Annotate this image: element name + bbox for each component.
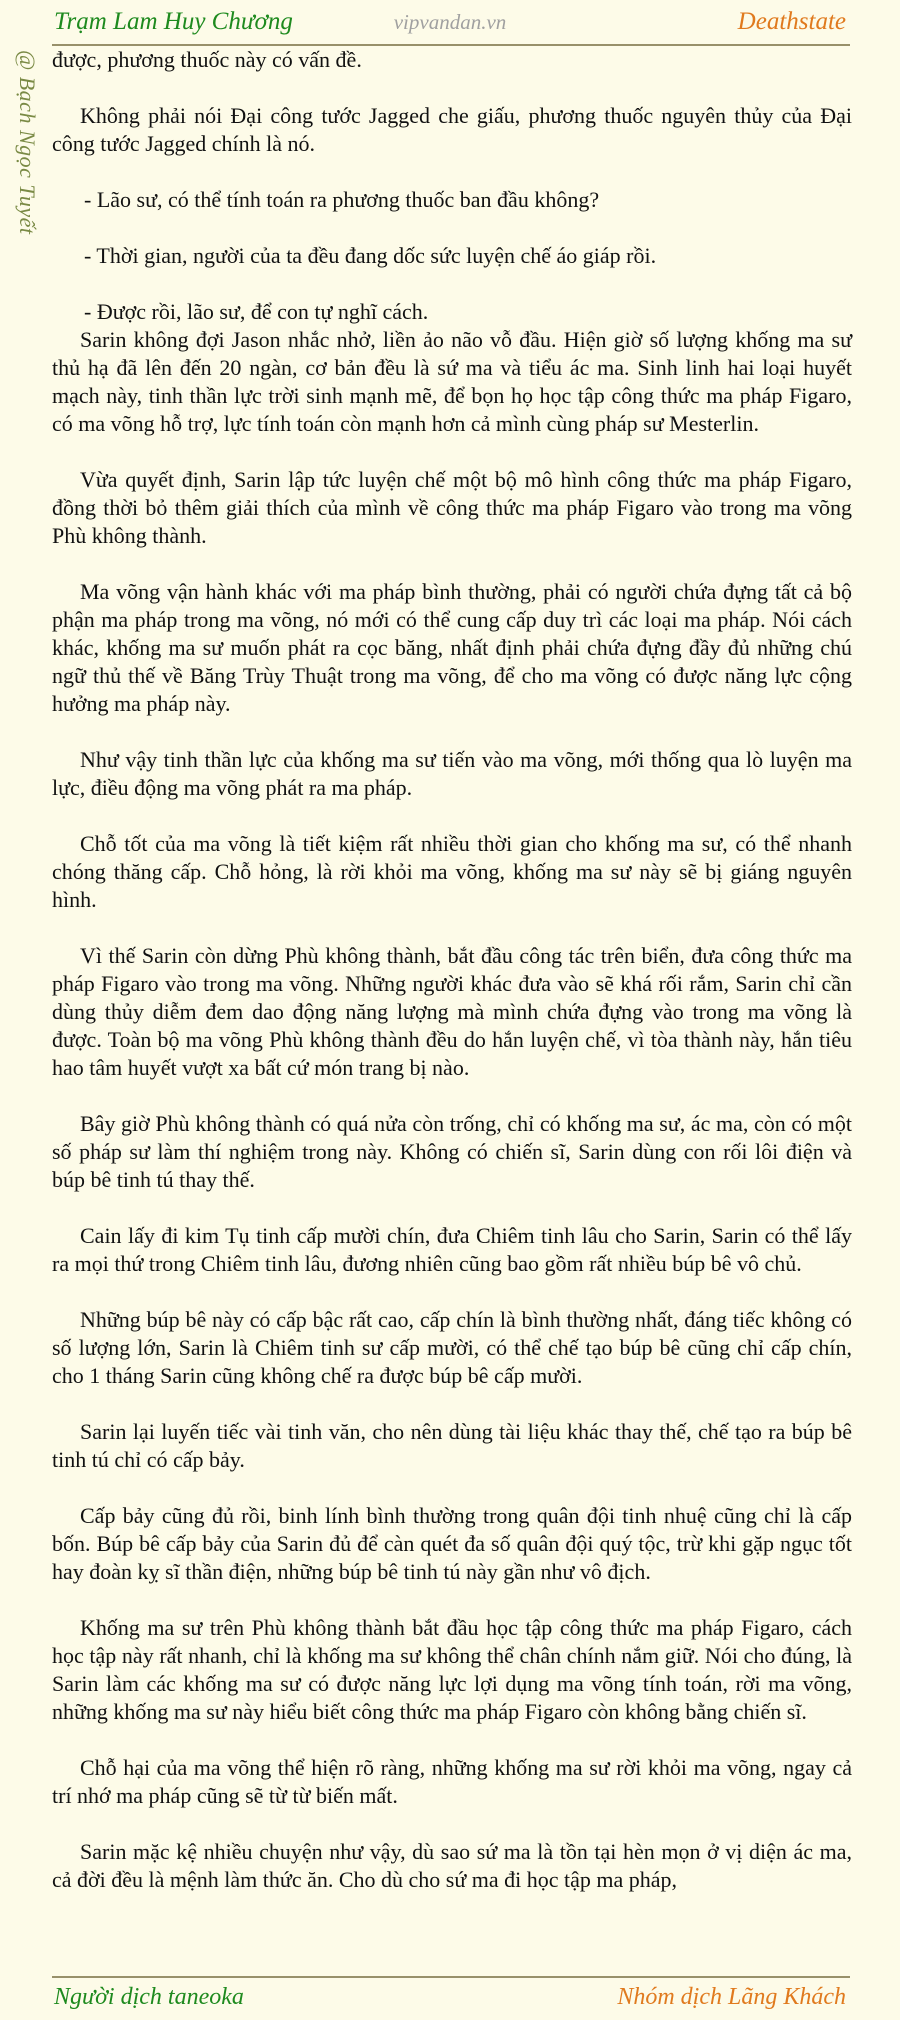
footer-group: Nhóm dịch Lãng Khách bbox=[617, 1984, 846, 2010]
paragraph: Ma võng vận hành khác với ma pháp bình thường, phải có người chứa đựng tất cả bộ phận ma pháp trong ma võng, nó mới có thể cung cấp duy trì các loại ma pháp. Nói cách khác, khống ma sư muốn phát ra cọc băng, nhất định phải chứa đựng đầy đủ những chú ngữ thủ thế về Băng Trùy Thuật trong ma võng, để cho ma võng có được năng lực cộng hưởng ma pháp này. bbox=[52, 579, 852, 716]
paragraph: Bây giờ Phù không thành có quá nửa còn trống, chỉ có khống ma sư, ác ma, còn có một số pháp sư làm thí nghiệm trong này. Không có chiến sĩ, Sarin dùng con rối lôi điện và búp bê tinh tú thay thế. bbox=[52, 1111, 852, 1192]
header-site-name: Trạm Lam Huy Chương bbox=[54, 8, 293, 35]
dialog-line: - Được rồi, lão sư, để con tự nghĩ cách. bbox=[84, 299, 429, 324]
paragraph: Chỗ hại của ma võng thể hiện rõ ràng, những khống ma sư rời khỏi ma võng, ngay cả trí nhớ ma pháp cũng sẽ từ từ biến mất. bbox=[52, 1755, 852, 1808]
dialog-line: - Lão sư, có thể tính toán ra phương thuốc ban đầu không? bbox=[84, 187, 600, 212]
paragraph: Như vậy tinh thần lực của khống ma sư tiến vào ma võng, mới thống qua lò luyện ma lực, điều động ma võng phát ra ma pháp. bbox=[52, 747, 852, 800]
paragraph: Cấp bảy cũng đủ rồi, binh lính bình thường trong quân đội tinh nhuệ cũng chỉ là cấp bốn. Búp bê cấp bảy của Sarin đủ để càn quét đa số quân đội quý tộc, trừ khi gặp ngục tốt hay đoàn kỵ sĩ thần điện, những búp bê tinh tú này gần như vô địch. bbox=[52, 1503, 852, 1584]
paragraph: Sarin lại luyến tiếc vài tinh văn, cho nên dùng tài liệu khác thay thế, chế tạo ra búp bê tinh tú chỉ có cấp bảy. bbox=[52, 1419, 852, 1472]
chapter-text bbox=[52, 46, 852, 1922]
side-credit: @ Bạch Ngọc Tuyết bbox=[15, 50, 40, 235]
paragraph: Sarin mặc kệ nhiều chuyện như vậy, dù sao sứ ma là tồn tại hèn mọn ở vị diện ác ma, cả đời đều là mệnh làm thức ăn. Cho dù cho sứ ma đi học tập ma pháp, bbox=[52, 1839, 852, 1892]
page-header bbox=[0, 0, 900, 46]
footer-translator: Người dịch taneoka bbox=[54, 1984, 244, 2010]
paragraph: Khống ma sư trên Phù không thành bắt đầu học tập công thức ma pháp Figaro, cách học tập này rất nhanh, chỉ là khống ma sư không thể chân chính nắm giữ. Nói cho đúng, là Sarin làm các khống ma sư có được năng lực lợi dụng ma võng tính toán, rời ma võng, những khống ma sư này hiểu biết công thức ma pháp Figaro còn không bằng chiến sĩ. bbox=[52, 1615, 852, 1724]
header-url: vipvandan.vn bbox=[393, 10, 507, 34]
page-footer bbox=[0, 1978, 900, 2020]
paragraph: Sarin không đợi Jason nhắc nhở, liền ảo não vỗ đầu. Hiện giờ số lượng khống ma sư thủ hạ đã lên đến 20 ngàn, cơ bản đều là sứ ma và tiểu ác ma. Sinh linh hai loại huyết mạch này, tinh thần lực trời sinh mạnh mẽ, để bọn họ học tập công thức ma pháp Figaro, có ma võng hỗ trợ, lực tính toán còn mạnh hơn cả mình cùng pháp sư Mesterlin. bbox=[52, 327, 852, 436]
paragraph: Vừa quyết định, Sarin lập tức luyện chế một bộ mô hình công thức ma pháp Figaro, đồng thời bỏ thêm giải thích của mình về công thức ma pháp Figaro vào trong ma võng Phù không thành. bbox=[52, 467, 852, 548]
paragraph: Chỗ tốt của ma võng là tiết kiệm rất nhiều thời gian cho khống ma sư, có thể nhanh chóng thăng cấp. Chỗ hỏng, là rời khỏi ma võng, khống ma sư này sẽ bị giáng nguyên hình. bbox=[52, 831, 852, 912]
dialog-line: - Thời gian, người của ta đều đang dốc sức luyện chế áo giáp rồi. bbox=[84, 243, 657, 268]
header-series: Deathstate bbox=[737, 8, 846, 35]
paragraph: được, phương thuốc này có vấn đề. bbox=[52, 47, 362, 72]
paragraph: Không phải nói Đại công tước Jagged che giấu, phương thuốc nguyên thủy của Đại công tước Jagged chính là nó. bbox=[52, 103, 852, 156]
paragraph: Những búp bê này có cấp bậc rất cao, cấp chín là bình thường nhất, đáng tiếc không có số lượng lớn, Sarin là Chiêm tinh sư cấp mười, có thể chế tạo búp bê cũng chỉ cấp chín, cho 1 tháng Sarin cũng không chế ra được búp bê cấp mười. bbox=[52, 1307, 852, 1388]
paragraph: Cain lấy đi kim Tụ tinh cấp mười chín, đưa Chiêm tinh lâu cho Sarin, Sarin có thể lấy ra mọi thứ trong Chiêm tinh lâu, đương nhiên cũng bao gồm rất nhiều búp bê vô chủ. bbox=[52, 1223, 852, 1276]
paragraph: Vì thế Sarin còn dừng Phù không thành, bắt đầu công tác trên biển, đưa công thức ma pháp Figaro vào trong ma võng. Những người khác đưa vào sẽ khá rối rắm, Sarin chỉ cần dùng thủy diễm đem dao động năng lượng mà mình chứa đựng vào trong ma võng là được. Toàn bộ ma võng Phù không thành đều do hắn luyện chế, vì tòa thành này, hắn tiêu hao tâm huyết vượt xa bất cứ món trang bị nào. bbox=[52, 943, 852, 1080]
